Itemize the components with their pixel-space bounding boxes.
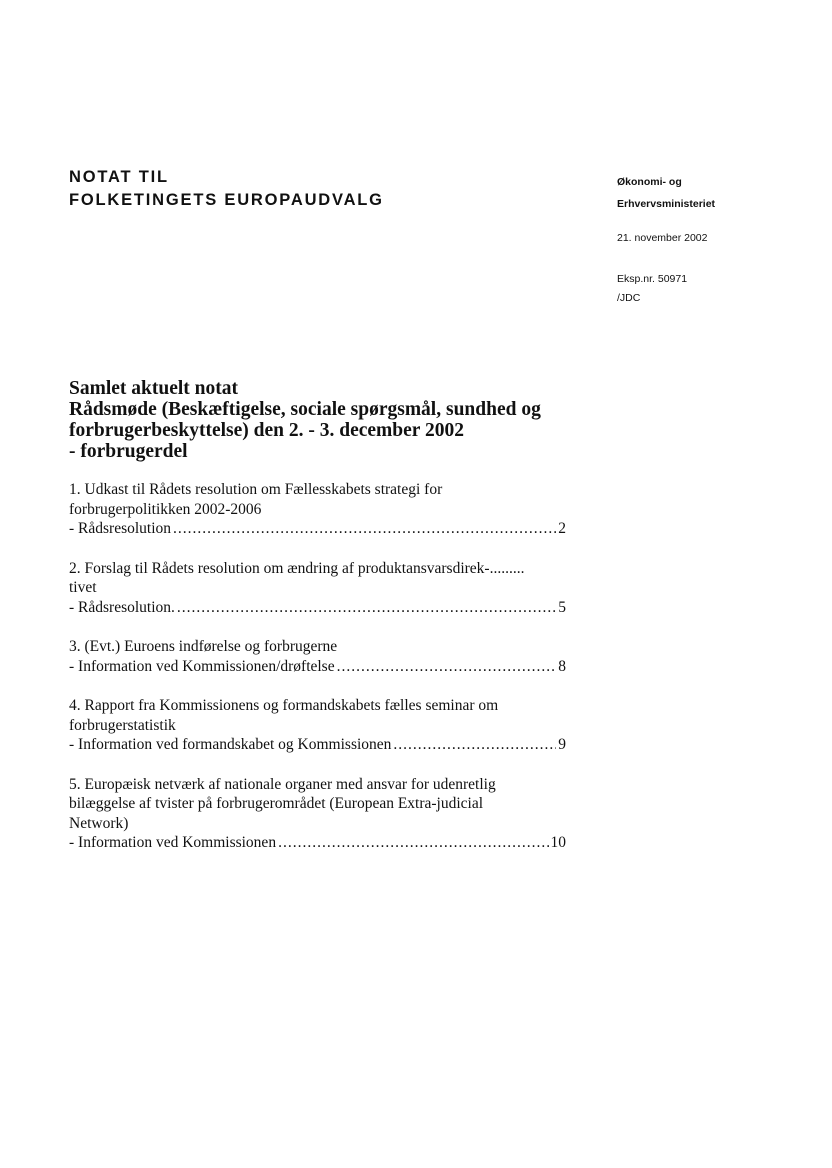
- toc-item-text: 2. Forslag til Rådets resolution om ændring af produktansvarsdirek-.........: [69, 559, 525, 577]
- toc-page-number: 2: [558, 520, 566, 537]
- toc-page-number: 8: [558, 657, 566, 675]
- dot-leader: [177, 598, 556, 618]
- toc-item-type: - Rådsresolution.: [69, 598, 175, 616]
- toc-item-type: - Information ved Kommissionen: [69, 834, 277, 851]
- toc-item-text: bilæggelse af tvister på forbrugerområdet (European Extra-judicial: [69, 795, 484, 812]
- document-date: 21. november 2002: [617, 232, 708, 244]
- dot-leader: [337, 657, 557, 677]
- toc-item-text: 1. Udkast til Rådets resolution om Fællesskabets strategi for: [69, 481, 443, 498]
- dot-leader: [393, 735, 556, 755]
- ministry-line1: Økonomi- og: [617, 176, 682, 188]
- dot-leader: [278, 833, 548, 853]
- toc-item-text: tivet: [69, 579, 97, 596]
- toc-item-3[interactable]: [69, 637, 566, 676]
- toc-item-text: 5. Europæisk netværk af nationale organer med ansvar for udenretlig: [69, 775, 496, 793]
- toc-item-text: forbrugerstatistik: [69, 716, 176, 734]
- memo-heading-line2: FOLKETINGETS EUROPAUDVALG: [69, 191, 384, 209]
- toc-item-2[interactable]: [69, 559, 566, 618]
- document-title: [69, 378, 589, 462]
- reference-number: [617, 270, 687, 308]
- memo-heading-line1: NOTAT TIL: [69, 168, 169, 186]
- toc-page-number: 5: [558, 598, 566, 616]
- toc-item-type: - Information ved formandskabet og Kommissionen: [69, 736, 392, 753]
- toc-item-type: - Rådsresolution: [69, 520, 172, 537]
- toc-item-5[interactable]: [69, 775, 566, 853]
- toc-page-number: 10: [550, 834, 566, 851]
- toc-item-text: 3. (Evt.) Euroens indførelse og forbrugerne: [69, 638, 338, 655]
- toc-page-number: 9: [558, 736, 566, 753]
- document-title-line2: Rådsmøde (Beskæftigelse, sociale spørgsmål, sundhed og: [69, 399, 541, 420]
- toc-item-text: Network): [69, 814, 129, 832]
- ministry-name: [617, 171, 715, 215]
- memo-heading: [69, 166, 384, 212]
- toc-item-type: - Information ved Kommissionen/drøftelse: [69, 657, 335, 675]
- document-title-line1: Samlet aktuelt notat: [69, 378, 238, 399]
- ministry-line2: Erhvervsministeriet: [617, 198, 716, 210]
- reference-line2: /JDC: [617, 292, 641, 304]
- toc-item-text: forbrugerpolitikken 2002-2006: [69, 500, 262, 518]
- document-title-line4: - forbrugerdel: [69, 441, 188, 462]
- reference-line1: Eksp.nr. 50971: [617, 273, 688, 285]
- document-title-line3: forbrugerbeskyttelse) den 2. - 3. december 2002: [69, 420, 464, 441]
- dot-leader: [173, 519, 556, 539]
- toc-item-1[interactable]: [69, 480, 566, 539]
- table-of-contents: [69, 480, 566, 873]
- toc-item-4[interactable]: [69, 696, 566, 755]
- toc-item-text: 4. Rapport fra Kommissionens og formandskabets fælles seminar om: [69, 697, 499, 714]
